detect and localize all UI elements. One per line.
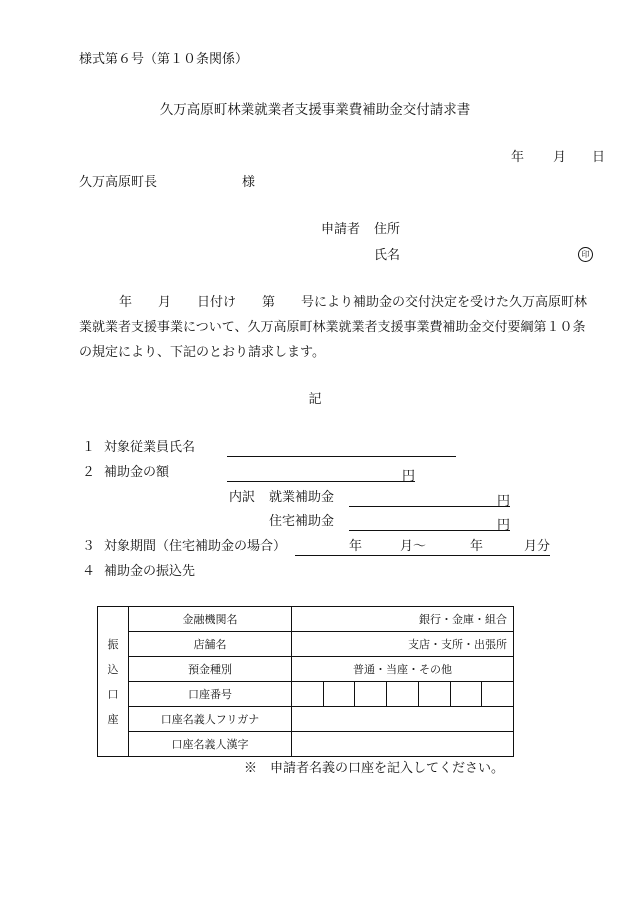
breakdown-prefix: 内訳 <box>229 490 256 505</box>
date-day-label: 日 <box>592 150 606 165</box>
body-line-3: の規定により、下記のとおり請求します。 <box>79 345 325 360</box>
ki-heading: 記 <box>308 392 322 407</box>
employment-subsidy-unit: 円 <box>496 494 510 509</box>
item4-number: ４ <box>82 564 96 579</box>
period-end-month: 月分 <box>524 539 551 554</box>
housing-subsidy-field[interactable] <box>349 514 510 531</box>
branch-name-label: 店舗名 <box>129 632 292 657</box>
account-number-field[interactable] <box>292 682 514 707</box>
body-line-2: 業就業者支援事業について、久万高原町林業就業者支援事業費補助金交付要綱第１０条 <box>79 320 586 335</box>
side-char-4: 座 <box>107 712 119 726</box>
account-holder-kanji-field[interactable] <box>292 732 514 757</box>
item3-number: ３ <box>82 539 96 554</box>
body-line-1: 年 月 日付け 第 号により補助金の交付決定を受けた久万高原町林 <box>119 295 588 310</box>
item2-label: 補助金の額 <box>104 465 170 480</box>
housing-subsidy-unit: 円 <box>496 518 510 533</box>
applicant-address-label: 住所 <box>374 222 401 237</box>
account-type-label: 預金種別 <box>129 657 292 682</box>
document-title: 久万高原町林業就業者支援事業費補助金交付請求書 <box>159 102 471 118</box>
period-field[interactable] <box>295 539 550 556</box>
side-char-3: 口 <box>107 687 119 701</box>
transfer-account-side-label <box>98 607 129 757</box>
digit-box[interactable] <box>386 682 418 706</box>
bank-account-table <box>97 606 514 757</box>
digit-box[interactable] <box>323 682 355 706</box>
subsidy-amount-field[interactable] <box>227 465 415 482</box>
seal-mark-icon: 印 <box>578 247 593 262</box>
account-note: ※ 申請者名義の口座を記入してください。 <box>244 761 505 776</box>
period-start-year: 年 <box>349 539 363 554</box>
item1-label: 対象従業員氏名 <box>104 440 196 455</box>
item3-label: 対象期間（住宅補助金の場合） <box>104 539 287 554</box>
addressee-name: 久万高原町長 <box>79 175 158 190</box>
account-number-label: 口座番号 <box>129 682 292 707</box>
digit-box[interactable] <box>292 682 323 706</box>
applicant-label: 申請者 <box>321 222 361 237</box>
addressee-honorific: 様 <box>242 175 256 190</box>
form-number: 様式第６号（第１０条関係） <box>79 52 249 67</box>
subsidy-amount-unit: 円 <box>401 469 415 484</box>
item2-number: ２ <box>82 465 96 480</box>
branch-name-field[interactable]: 支店・支所・出張所 <box>292 632 514 657</box>
account-holder-kanji-label: 口座名義人漢字 <box>129 732 292 757</box>
item1-number: １ <box>82 440 96 455</box>
period-start-month: 月～ <box>400 539 427 554</box>
account-type-field[interactable]: 普通・当座・その他 <box>292 657 514 682</box>
account-holder-kana-label: 口座名義人フリガナ <box>129 707 292 732</box>
bank-name-label: 金融機関名 <box>129 607 292 632</box>
digit-box[interactable] <box>354 682 386 706</box>
digit-box[interactable] <box>450 682 482 706</box>
date-year-label: 年 <box>511 150 525 165</box>
applicant-name-label: 氏名 <box>374 248 401 263</box>
side-char-1: 振 <box>107 637 119 651</box>
employment-subsidy-field[interactable] <box>349 490 510 507</box>
digit-box[interactable] <box>481 682 513 706</box>
item4-label: 補助金の振込先 <box>104 564 196 579</box>
employment-subsidy-label: 就業補助金 <box>269 490 335 505</box>
date-month-label: 月 <box>553 150 567 165</box>
employee-name-field[interactable] <box>227 440 456 457</box>
bank-name-field[interactable]: 銀行・金庫・組合 <box>292 607 514 632</box>
digit-box[interactable] <box>418 682 450 706</box>
side-char-2: 込 <box>107 662 119 676</box>
account-holder-kana-field[interactable] <box>292 707 514 732</box>
account-number-digit-boxes <box>292 682 513 706</box>
housing-subsidy-label: 住宅補助金 <box>269 514 335 529</box>
period-end-year: 年 <box>470 539 484 554</box>
